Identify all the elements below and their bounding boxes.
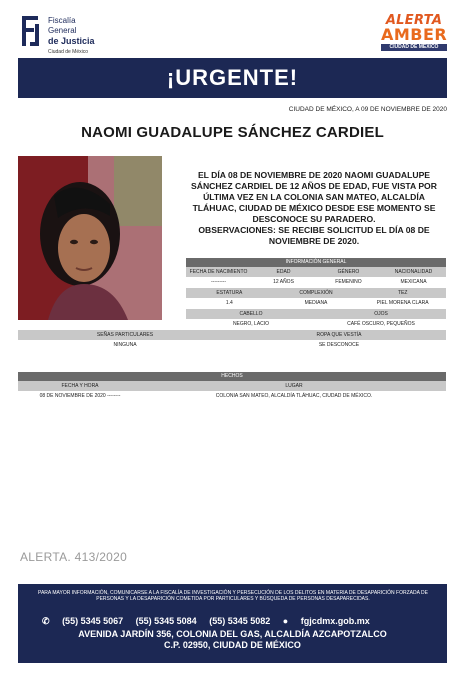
dateline: CIUDAD DE MÉXICO, A 09 DE NOVIEMBRE DE 2020	[288, 106, 447, 113]
header-cabello: CABELLO	[239, 311, 263, 317]
org-line4: Ciudad de México	[48, 49, 89, 55]
value-senas-particulares: NINGUNA	[113, 342, 137, 348]
person-name: NAOMI GUADALUPE SÁNCHEZ CARDIEL	[81, 124, 384, 141]
info-row1-headers	[186, 267, 446, 277]
header-genero: GÉNERO	[337, 269, 360, 275]
fgj-logo-icon	[20, 14, 42, 48]
value-ropa: SE DESCONOCE	[318, 342, 360, 348]
urgent-banner: ¡URGENTE!	[18, 58, 447, 98]
person-photo-illustration	[18, 156, 162, 320]
org-line2: General	[48, 26, 77, 35]
phone-3: (55) 5345 5082	[209, 616, 271, 626]
phone-1: (55) 5345 5067	[62, 616, 124, 626]
org-line3: de Justicia	[48, 36, 95, 46]
info-row3-headers	[186, 309, 446, 319]
contact-footer	[18, 584, 447, 663]
value-estatura: 1.4	[225, 300, 233, 306]
phone-icon: ✆	[42, 616, 50, 626]
footer-info-text: PARA MAYOR INFORMACIÓN, COMUNICARSE A LA FISCALÍA DE INVESTIGACIÓN Y PERSECUCIÓN DE LOS DELITOS EN MATERIA DE DESAPARICIÓN FORZADA DE PERSONAS Y LA DESAPARICIÓN COMETIDA POR PARTICULARES Y BÚSQUEDA DE PERSONAS DESAPARECIDAS.	[38, 590, 428, 602]
hechos-headers	[18, 381, 446, 391]
case-description	[182, 170, 446, 247]
value-nacionalidad: MEXICANA	[400, 279, 427, 285]
amber-line3: CIUDAD DE MÉXICO	[381, 44, 447, 51]
alert-number: ALERTA. 413/2020	[20, 550, 128, 564]
alerta-amber-logo	[381, 14, 447, 51]
value-lugar: COLONIA SAN MATEO, ALCALDÍA TLÁHUAC, CIUDAD DE MÉXICO.	[215, 393, 373, 399]
info-general-title: INFORMACIÓN GENERAL	[186, 258, 446, 267]
value-tez: PIEL MORENA CLARA	[376, 300, 429, 306]
value-ojos: CAFÉ OSCURO, PEQUEÑOS	[347, 321, 415, 327]
case-observations: OBSERVACIONES: SE RECIBE SOLICITUD EL DÍA 08 DE NOVIEMBRE DE 2020.	[198, 225, 430, 246]
header-ojos: OJOS	[374, 311, 388, 317]
value-complexion: MEDIANA	[304, 300, 328, 306]
header-lugar: LUGAR	[285, 383, 303, 389]
particulares-headers	[18, 330, 446, 340]
value-genero: FEMENINO	[335, 279, 362, 285]
info-row2-headers	[186, 288, 446, 298]
info-row3-values	[186, 319, 446, 330]
web-icon: ●	[282, 616, 289, 626]
amber-line2: AMBER	[381, 25, 448, 44]
org-line1: Fiscalía	[48, 16, 76, 25]
hechos-table	[18, 372, 446, 402]
value-cabello: NEGRO, LACIO	[232, 321, 270, 327]
header-fecha-hora: FECHA Y HORA	[61, 383, 99, 389]
hechos-title: HECHOS	[18, 372, 446, 381]
footer-address	[18, 629, 447, 651]
amber-line1: ALERTA	[385, 13, 443, 28]
particulares-values	[18, 340, 446, 351]
address-line2: C.P. 02950, CIUDAD DE MÉXICO	[164, 640, 301, 650]
particulares-table	[18, 330, 446, 351]
info-row1-values	[186, 277, 446, 288]
header-edad: EDAD	[276, 269, 291, 275]
footer-phones	[42, 616, 432, 627]
header-senas-particulares: SEÑAS PARTICULARES	[96, 332, 154, 338]
header-complexion: COMPLEXIÓN	[299, 290, 333, 296]
value-fecha-nacimiento: ---------	[211, 279, 226, 285]
phone-2: (55) 5345 5084	[135, 616, 197, 626]
fgj-logo-text	[48, 16, 95, 57]
header-tez: TEZ	[397, 290, 408, 296]
header-fecha-nacimiento: FECHA DE NACIMIENTO	[189, 269, 248, 275]
info-row2-values	[186, 298, 446, 309]
website[interactable]: fgjcdmx.gob.mx	[300, 616, 370, 626]
header-estatura: ESTATURA	[216, 290, 243, 296]
address-line1: AVENIDA JARDÍN 356, COLONIA DEL GAS, ALCALDÍA AZCAPOTZALCO	[78, 629, 387, 639]
hechos-values	[18, 391, 446, 402]
case-text: EL DÍA 08 DE NOVIEMBRE DE 2020 NAOMI GUADALUPE SÁNCHEZ CARDIEL DE 12 AÑOS DE EDAD, FUE VISTA POR ÚLTIMA VEZ EN LA COLONIA SAN MATEO, ALCALDÍA TLÁHUAC, CIUDAD DE MÉXICO DESDE ESE MOMENTO SE DESCONOCE SU PARADERO.	[191, 170, 437, 224]
person-photo	[18, 156, 162, 320]
value-fecha-hora: 08 DE NOVIEMBRE DE 2020 --------	[39, 393, 121, 399]
header-ropa: ROPA QUE VESTÍA	[316, 332, 362, 338]
header-nacionalidad: NACIONALIDAD	[394, 269, 433, 275]
info-general-table	[186, 258, 446, 330]
value-edad: 12 AÑOS	[273, 279, 294, 285]
